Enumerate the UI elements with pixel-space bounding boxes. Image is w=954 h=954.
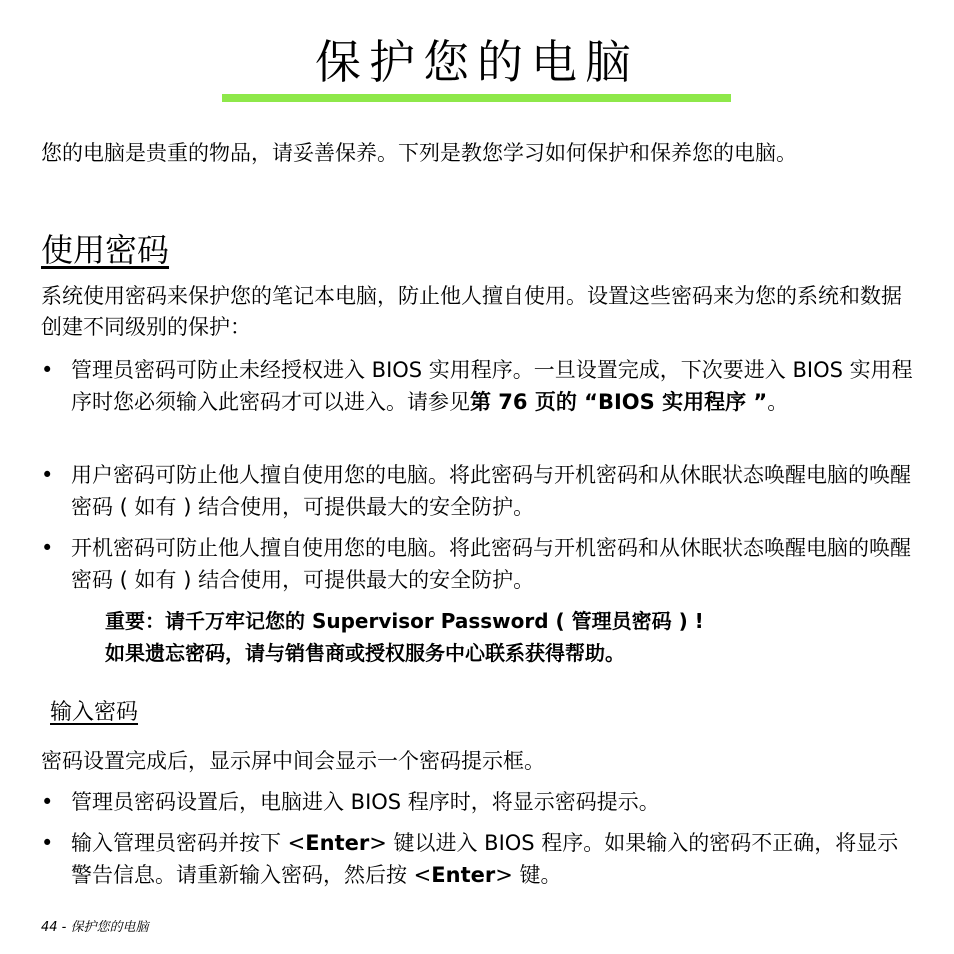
subsection-heading: 输入密码	[50, 700, 139, 725]
list-item-text: 管理员密码设置后，电脑进入 BIOS 程序时，将显示密码提示。	[71, 790, 660, 814]
section-intro: 系统使用密码来保护您的笔记本电脑，防止他人擅自使用。设置这些密码来为您的系统和数据创建不同级别的保护：	[41, 284, 902, 339]
list-item-end: 。	[767, 390, 789, 414]
enter-key-label: Enter	[305, 831, 370, 855]
list-item	[41, 459, 921, 523]
page-reference-link[interactable]: 第 76 页的 “BIOS 实用程序 ”	[470, 390, 768, 414]
important-note-line-1: 重要：请千万牢记您的 Supervisor Password ( 管理员密码 ) !	[105, 609, 704, 633]
list-item-part: > 键以进入 BIOS 程序。如果输入的密码不正确，将显示警告信息。请重新输入密码，然后按 <	[71, 831, 899, 887]
page-title: 保护您的电脑	[315, 35, 639, 89]
page-footer: 44 - 保护您的电脑	[41, 920, 149, 935]
list-item-text	[71, 354, 916, 418]
intro-paragraph: 您的电脑是贵重的物品，请妥善保养。下列是教您学习如何保护和保养您的电脑。	[41, 141, 797, 165]
list-item	[41, 827, 921, 891]
bullet-icon: •	[41, 831, 54, 855]
list-item-text: 用户密码可防止他人擅自使用您的电脑。将此密码与开机密码和从休眠状态唤醒电脑的唤醒密码 ( 如有 ) 结合使用，可提供最大的安全防护。	[71, 463, 911, 519]
important-note-line-2: 如果遗忘密码，请与销售商或授权服务中心联系获得帮助。	[105, 641, 625, 665]
bullet-icon: •	[41, 536, 54, 560]
enter-key-label: Enter	[431, 863, 496, 887]
list-item	[41, 354, 921, 450]
bullet-icon: •	[41, 358, 54, 382]
subsection-intro: 密码设置完成后，显示屏中间会显示一个密码提示框。	[41, 749, 545, 773]
list-item	[41, 786, 921, 818]
list-item-part: 输入管理员密码并按下 <	[71, 831, 306, 855]
bullet-icon: •	[41, 463, 54, 487]
list-item-text	[71, 827, 916, 891]
title-underline-bar	[222, 94, 731, 102]
list-item-text: 开机密码可防止他人擅自使用您的电脑。将此密码与开机密码和从休眠状态唤醒电脑的唤醒密码 ( 如有 ) 结合使用，可提供最大的安全防护。	[71, 536, 911, 592]
list-item-body: 管理员密码可防止未经授权进入 BIOS 实用程序。一旦设置完成，下次要进入 BIOS 实用程序时您必须输入此密码才可以进入。请参见	[71, 358, 913, 414]
section-heading: 使用密码	[41, 231, 170, 269]
list-item-part: > 键。	[495, 863, 562, 887]
bullet-icon: •	[41, 790, 54, 814]
list-item	[41, 532, 921, 596]
